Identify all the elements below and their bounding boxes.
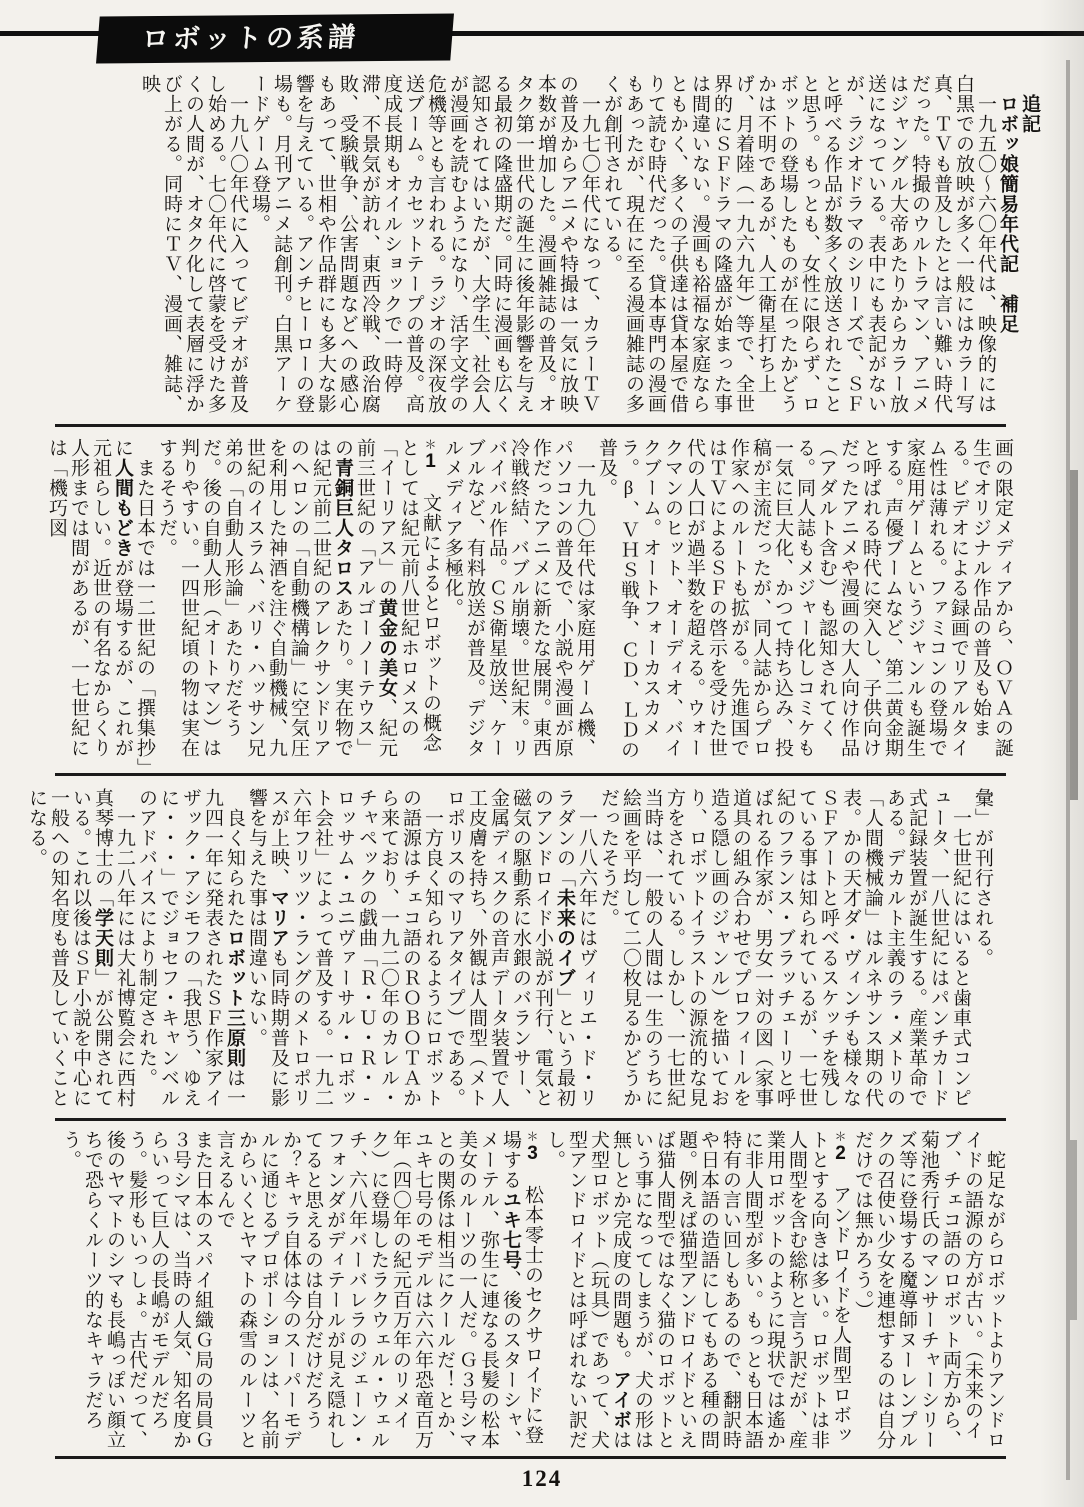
section-divider-3: [55, 1118, 1006, 1121]
section-divider-4: [55, 1456, 1006, 1459]
addendum-heading: 追記: [1019, 74, 1040, 134]
section-divider-1: [55, 424, 1006, 427]
paragraph-three-laws: 良く知られたロボット三原則は一九四一年に発表されたＳＦ作家アイザック・アシモフの「我思う、ゆえに・・・」でジョセフ・キャンベルのアドバイスにより制定された。: [136, 788, 245, 1108]
section-1980s-1990s-footnote1: [46, 438, 1013, 770]
footnote-3: ＊3 松本零士のセクサロイドに登場するユキ七号、後のスターシャ、メーテル、弥生に連なる長髪の松本美女のルーツの一人だ。Ｇ３号シマとの関係は相当にクールだ！とか、ユキ七号のモデルは六六年恐竜百万年（四〇年の紀元百万年のリメイク）に登場したラクウェル・ウェルチ、六八年バーバレラのジェーン・フォンダがディテールが見え隠れしてると思えるのは自分だけだろうか？キャラ自体は今のスーパーモデルに通じるプロポーションは、名前からいくとヤマトの森雪のルーツと言えるんで: [214, 1130, 543, 1450]
page-number: 124: [521, 1466, 563, 1491]
paragraph-1970s: 一九七〇年代になって、カラーＴＶの普及からアニメや特撮は一気に放映本数が増加した。漫画雑誌の普及。オタク第一世代の誕生に後年影響を与える最初の隆盛期だ。同時に漫画も広く認知されてはいたが、大学生、社会人が漫画を読むようになり、活字文学の危機等とも言われる。ラジオの深夜放送ブーム。カセットテープの普及。高度成長期もオイルショックで一時停滞、不景気が訪れ、東西冷戦、政治腐敗、受験戦争、公害問題などへの感心もあって、世相や作品群にも多大な影響を与えている。アンチヒーローの登場も。月刊アニメ誌創刊。白黒アーケードゲーム登場。: [249, 74, 600, 414]
section-robot-history: [26, 788, 993, 1116]
footnote-2: ＊2 アンドロイドを人間型ロボットとする向きは多い。ロボットは非人間型を含む総称と言う訳だが、産業用ロボットのように現状では遙かに非人間型が多い。もっとも日本語特有の言い回しもあるので、翻訳時や日本語の造語にしてもある種の問題。例えば猫型アンドロイドといえば猫人間型ではなく猫のロボットという事になってしまうが、犬の形は無しとか完成度の問題も。アイボは犬型ロボット（玩具）であって、犬型アンドロイドとは呼ばれない訳だし。: [544, 1130, 851, 1450]
footnote-3-continued: また日本のスパイ組織Ｇ局の局員Ｇ３号シマは、当時の人気、知名度からいって巨人の長嶋がモデルだろう。髪形もいっしょ。古代だって、後のヤマトのシマも長嶋っぽい顔立ちで恐らくルーツ的なキャラだろう。: [60, 1130, 213, 1450]
paragraph-1980s: 一九八〇年代に入ってビデオが普及し始める。七〇年代に啓蒙を受けた多くの人間が、オタク化して表層に浮かび上がる。同時にＴＶ、漫画、雑誌、映: [139, 74, 248, 414]
paragraph-future-eve: 一八八六年にはヴィリエ・ド・リラダンの「未来のイブ」という最初のアンドロイド小説が刊行、電気と磁気の駆動系に水銀のバランサー、金属ディスクの音声データ装置で人工皮膚を持ち、外観は人間型（メトロポリスのマリアタイプ）である。: [444, 788, 597, 1108]
footnote-1-japan: また日本では一二世紀の「撰集抄」に人間もどきが登場するが、これが元祖らしい。近世の有名なからくり人形までは間があるが、一七世紀には「機巧図: [46, 438, 155, 769]
paragraph-1980s-continued: 画の限定メディアから、ＯＶＡの誕生でオリジナル作品の普及も始まる。ビデオによる録画でリアルタイム性は薄れる。ファミコンの登場で家庭用ゲームというジャンルも誕生する。声優ブームなど、第二黄金期と呼ばれる時代に突入し、子供向けだったアニメや漫画の大人向け作品（アダルト含む）も認知されてくる。同人誌もメジャー化しコミケも一気に巨大化、かつて持ち込み、投稿が主流だったが、同人誌からプロ作家へのルートも拡がる。先進国ではＴＶによるＳＦの啓示を受けた世代の人口が過半数を超える。ウォークマンのヒット、オーディオ、バイクブーム。オートフォーカスカメラ。β、ＶＨＳ戦争、ＣＤ、ＬＤの普及。: [596, 438, 1013, 760]
paragraph-17th-century: 一七世紀にはいると歯車式コンピュータ、一八世紀にはパンチカード式記録装置が誕生する。産業革命である。デカルト主義のラ・メトリの「人間機械論」はルネサンス期の代表。かの天才ダ・ヴィンチも様々なＳＦアートと呼べるスケッチを残している事は知られているが、一七世紀のフランス・ブラッチェーリと呼ばれる作家が、男女一対の図（家事道具の組み合わせでプロフィールを造る隠し画のジャンル）を描いており、ロボットイラストの源流的な見方をされている。しかし、一七世紀当時は、一般の人間は一生のうちに絵画を平均して二〇枚見るかどうかだったそうだ。: [598, 788, 971, 1108]
section-android-footnotes: [60, 1130, 1005, 1455]
paragraph-android-etymology: 蛇足ながらロボットよりアンドロイドの語源の方が古い。（未来のイブ、チェコ語のロボット両方から、菊池秀行氏のマンサーチャーシリーズ等に登場する魔導師ヌーレンプルクの召使い少女を連想するのは自分だけでは無かろう。）: [852, 1130, 1005, 1450]
paragraph-1950s: 一九五〇～六〇年代は、映像的には白黒での放映が多く一般にはカラー写真、ＴＶも普及したとは言い難い時代だった。特撮のウルトラマン、アニメはジャングル大帝あたりからカラー放送になっている。表中にも表記がないが、ラジオドラマのシリーズで、ＳＦと呼べる作品が数多く放送されたことと思う。もっとも、女性に限らず、ロボットの登場したものが在ったかどうかは不明であるが、人工衛星打ち上げ、月着陸（一九六九年）等で、全世界的にＳＦドラマの隆盛が始まった事は間違いない。漫画も裕福な家庭ならともかく、多くの子供達は貸本屋で借りて読む時代だった。貸本専門の漫画もあったが、現在に至る漫画雑誌の多くが創刊されている。: [601, 74, 996, 414]
section-addendum-chronology: [100, 74, 1040, 421]
chronology-subheading: ロボッ娘簡易年代記 補足: [997, 74, 1018, 334]
header-banner: [96, 13, 454, 63]
scan-edge-smudge: [1070, 470, 1078, 800]
page-header-title: ロボットの系譜: [140, 22, 361, 55]
section-divider-2: [55, 773, 1006, 776]
paragraph-gakutensoku: 一九二八年には大礼博覧会に西村真琴博士の「学天則」が公開されている。これ以後はＳＦ小説を中心に一般への知名度も普及していくことになる。: [26, 788, 135, 1108]
scan-edge-smudge: [1070, 1140, 1077, 1320]
footnote-1: ＊1 文献によるとロボットの概念としては紀元前八世紀ホロメスの「イーリアス」の黄金の美女、紀元前三世紀の「アルゴーノーテウス」の青銅巨人タロスあたり。実在物では紀元前二世紀のアレクサンドリアのヘロンの「自動機構論」に空気圧を利用した神酒を注ぐ自動機械、九世紀のイスラム、バリ・ハッサン兄弟の「自動人形論」あたりだそうだ。後の自動人形（オートマン）は判りやすい。一四世紀頃の物は実在するそうだ。: [156, 438, 441, 758]
paragraph-kikouzui-continued: 彙」が刊行される。: [972, 788, 993, 968]
paragraph-robota-origin: 一方良く知られるようにロボットの語源はチェコ語のＲＯＢＯＴＡから来ており、一九二〇年のカレル・チャペックの戯曲「Ｒ・Ｕ・Ｒ・‐ロッサム・ユニヴァーサル・ロボット会社」によって普及する。一九二六年フリッツ・ラングのメトロポリスが上映、マリアも同時期普及に影響を与えた事は間違いない。: [246, 788, 443, 1110]
paragraph-1990s: 一九九〇年代は家庭用ゲーム機、パソコンの普及で、小説や漫画が原作だったアニメに新たな展開。東西冷戦終結、バブル崩壊。世紀末。リバイバル作品。ＣＳ衛星放送、ケーブルなど、有料放送が普及。デジタルメディア多極化。: [442, 438, 595, 758]
